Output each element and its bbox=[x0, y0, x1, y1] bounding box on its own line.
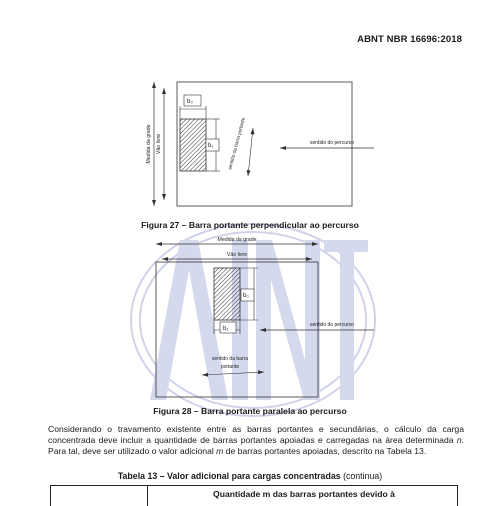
fig27-sentido-barra-label: sentido da barra portante bbox=[228, 117, 247, 171]
fig27-medida-label: Medida da grade bbox=[146, 124, 152, 164]
body-paragraph: Considerando o travamento existente entre as barras portantes e secundárias, o cálculo da carga concentrada deve incluir a quantidade de barras portantes apoiadas e carregadas na área determinada n. Para tal, deve ser utilizado o valor adicional m de barras portantes apoiadas, descrito na Tabela 13. bbox=[48, 424, 464, 456]
fig28-b0-label: b₀ bbox=[243, 293, 249, 299]
fig28-vao-label: Vão livre bbox=[226, 252, 248, 258]
fig27-b0-label: b₀ bbox=[187, 99, 193, 105]
standard-code-header: ABNT NBR 16696:2018 bbox=[357, 34, 462, 45]
figure-27-diagram bbox=[140, 76, 390, 212]
fig28-sentido-barra-line2: portante bbox=[220, 364, 240, 370]
table-13-header: Quantidade m das barras portantes devido à bbox=[213, 489, 395, 499]
fig27-b1-label: b₁ bbox=[208, 143, 214, 149]
load-area bbox=[180, 119, 206, 171]
figure-27-caption: Figura 27 – Barra portante perpendicular ao percurso bbox=[141, 220, 359, 230]
table-13-title: Tabela 13 – Valor adicional para cargas concentradas (continua) bbox=[117, 471, 383, 481]
table-13 bbox=[50, 485, 458, 506]
load-area bbox=[214, 268, 240, 320]
fig28-medida-label: Medida da grade bbox=[217, 237, 257, 243]
fig28-sentido-barra-line1: sentido da barra bbox=[211, 356, 249, 362]
table-column-divider bbox=[147, 486, 148, 506]
fig28-sentido-percurso-label: sentido do percurso bbox=[310, 322, 354, 328]
figure-28-diagram bbox=[140, 232, 390, 402]
table-13-continua: (continua) bbox=[343, 471, 383, 481]
fig27-vao-label: Vão livre bbox=[156, 133, 162, 155]
fig28-b1-label: b₁ bbox=[223, 326, 229, 332]
fig27-sentido-percurso-label: sentido do percurso bbox=[310, 140, 354, 146]
figure-28-caption: Figura 28 – Barra portante paralela ao percurso bbox=[153, 406, 347, 416]
